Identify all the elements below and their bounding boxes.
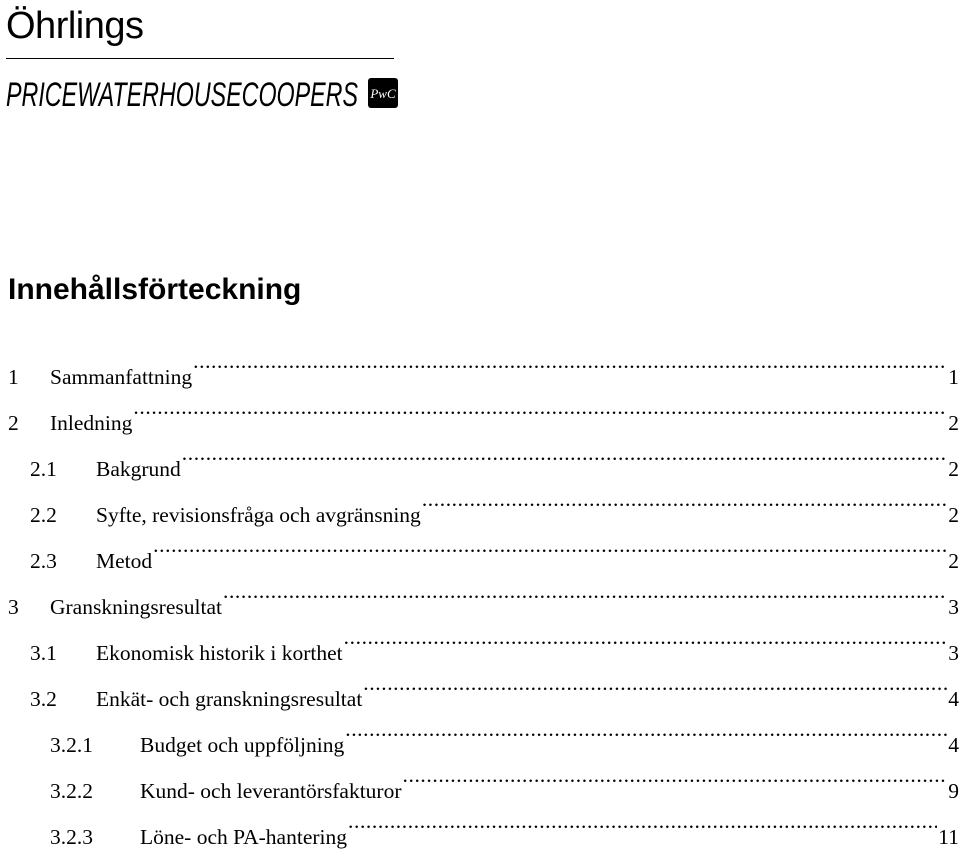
toc-dot-leader [363, 660, 947, 706]
pwc-monogram-text: PwC [370, 86, 396, 101]
toc-title: Innehållsförteckning [8, 273, 302, 306]
toc-entry[interactable] [8, 430, 959, 481]
toc-entry-page: 2 [948, 457, 959, 481]
logo-pwc [6, 64, 398, 120]
toc-entry-text: Löne- och PA-hantering [140, 825, 347, 849]
toc-entry-page: 2 [948, 503, 959, 527]
toc-entry-page: 4 [948, 733, 959, 757]
pwc-wordmark-icon [6, 64, 398, 120]
toc-entry[interactable] [8, 384, 959, 435]
toc-entry-number: 3.1 [30, 641, 57, 665]
toc-entry-text: Bakgrund [96, 457, 181, 481]
toc-dot-leader [223, 568, 947, 614]
toc-entry-text: Budget och uppföljning [140, 733, 345, 757]
toc-entry-text: Sammanfattning [50, 365, 193, 389]
toc-entry-text: Syfte, revisionsfråga och avgränsning [96, 503, 421, 527]
toc-dot-leader [344, 614, 948, 660]
toc-dot-leader [348, 798, 937, 844]
toc-entry-text: Kund- och leverantörsfakturor [140, 779, 402, 803]
toc-entry-page: 3 [948, 641, 959, 665]
table-of-contents [8, 338, 959, 849]
toc-entry-page: 2 [948, 549, 959, 573]
toc-entry-text: Ekonomisk historik i korthet [96, 641, 343, 665]
toc-entry-number: 3 [8, 595, 19, 619]
toc-entry-number: 2.1 [30, 457, 57, 481]
pwc-wordmark-text: PRICEWATERHOUSECOOPERS [6, 76, 359, 114]
toc-dot-leader [153, 522, 947, 568]
toc-entry-page: 3 [948, 595, 959, 619]
toc-entry-page: 11 [938, 825, 959, 849]
toc-dot-leader [345, 706, 947, 752]
toc-dot-leader [422, 476, 947, 522]
toc-dot-leader [403, 752, 948, 798]
toc-dot-leader [133, 384, 947, 430]
logo-ohrlings-text: Öhrlings [6, 5, 144, 47]
toc-entry-page: 2 [948, 411, 959, 435]
toc-entry-text: Enkät- och granskningsresultat [96, 687, 363, 711]
logo-divider [6, 58, 394, 59]
toc-entry-number: 2.2 [30, 503, 57, 527]
toc-dot-leader [193, 338, 947, 384]
company-logo [6, 0, 398, 114]
toc-entry-number: 2 [8, 411, 19, 435]
toc-entry-number: 3.2.3 [50, 825, 93, 849]
toc-entry-number: 3.2 [30, 687, 57, 711]
toc-entry-number: 1 [8, 365, 19, 389]
toc-entry[interactable] [8, 338, 959, 389]
toc-entry-page: 9 [948, 779, 959, 803]
toc-entry-text: Inledning [50, 411, 133, 435]
toc-entry-number: 2.3 [30, 549, 57, 573]
toc-entry-number: 3.2.1 [50, 733, 93, 757]
toc-entry-page: 1 [948, 365, 959, 389]
toc-entry-page: 4 [948, 687, 959, 711]
toc-dot-leader [182, 430, 947, 476]
toc-entry-number: 3.2.2 [50, 779, 93, 803]
toc-entry-text: Metod [96, 549, 153, 573]
toc-entry-text: Granskningsresultat [50, 595, 222, 619]
